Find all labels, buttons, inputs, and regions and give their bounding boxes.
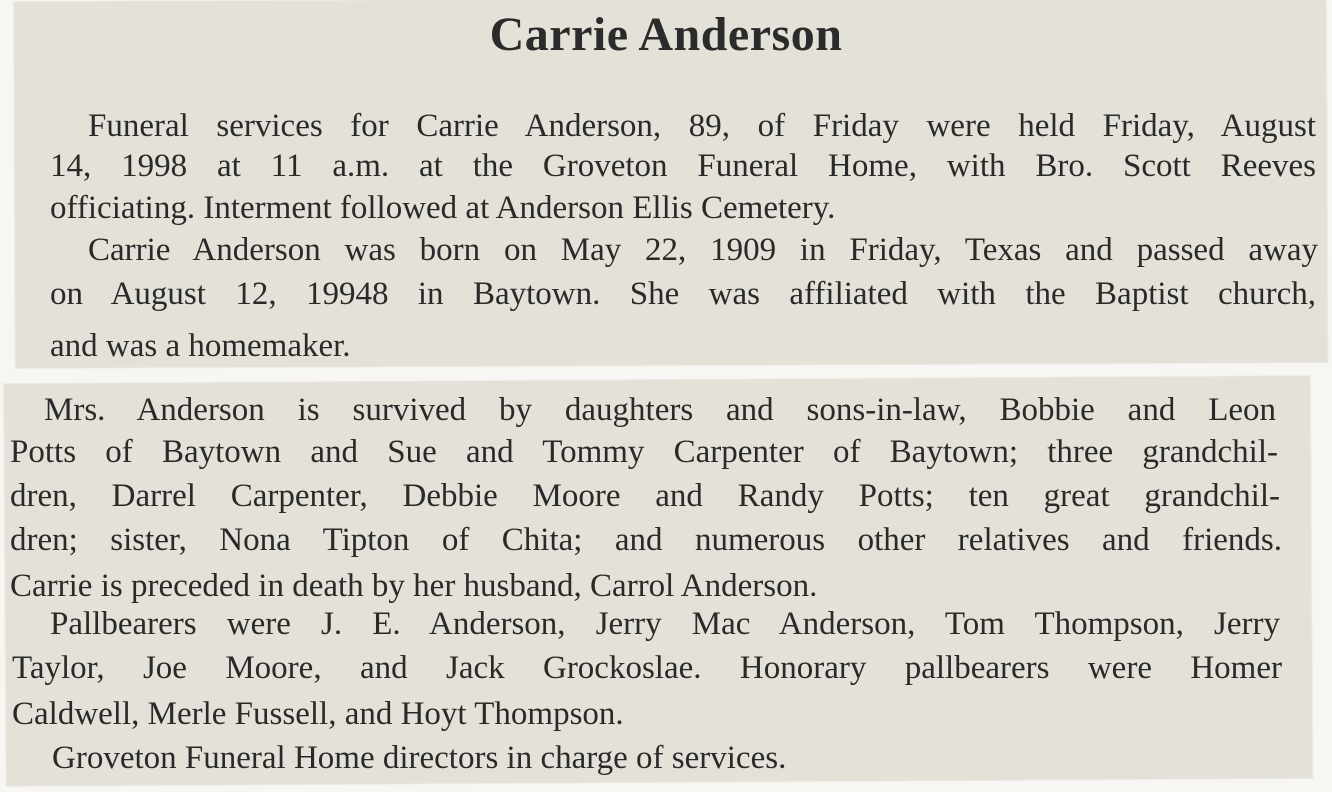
text-line: dren; sister, Nona Tipton of Chita; and numerous other relatives and friends. bbox=[10, 522, 1282, 558]
obituary-title: Carrie Anderson bbox=[489, 8, 843, 61]
text-line: Potts of Baytown and Sue and Tommy Carpenter of Baytown; three grandchil- bbox=[10, 434, 1278, 470]
text-line: Carrie is preceded in death by her husband, Carrol Anderson. bbox=[10, 568, 818, 604]
text-line: and was a homemaker. bbox=[50, 328, 351, 364]
text-line: dren, Darrel Carpenter, Debbie Moore and Randy Potts; ten great grandchil- bbox=[10, 478, 1280, 514]
text-line: Pallbearers were J. E. Anderson, Jerry Mac Anderson, Tom Thompson, Jerry bbox=[50, 606, 1280, 642]
text-line: Mrs. Anderson is survived by daughters and sons-in-law, Bobbie and Leon bbox=[44, 392, 1276, 428]
text-line: Caldwell, Merle Fussell, and Hoyt Thompson. bbox=[12, 696, 624, 732]
text-line: Taylor, Joe Moore, and Jack Grockoslae. Honorary pallbearers were Homer bbox=[12, 650, 1282, 686]
text-line: officiating. Interment followed at Anderson Ellis Cemetery. bbox=[50, 190, 836, 226]
text-line: 14, 1998 at 11 a.m. at the Groveton Funeral Home, with Bro. Scott Reeves bbox=[50, 148, 1316, 184]
text-line: Carrie Anderson was born on May 22, 1909 in Friday, Texas and passed away bbox=[88, 232, 1318, 268]
text-line: on August 12, 19948 in Baytown. She was affiliated with the Baptist church, bbox=[50, 276, 1316, 312]
text-line: Funeral services for Carrie Anderson, 89, of Friday were held Friday, August bbox=[88, 108, 1316, 144]
text-line: Groveton Funeral Home directors in charge of services. bbox=[52, 740, 787, 776]
